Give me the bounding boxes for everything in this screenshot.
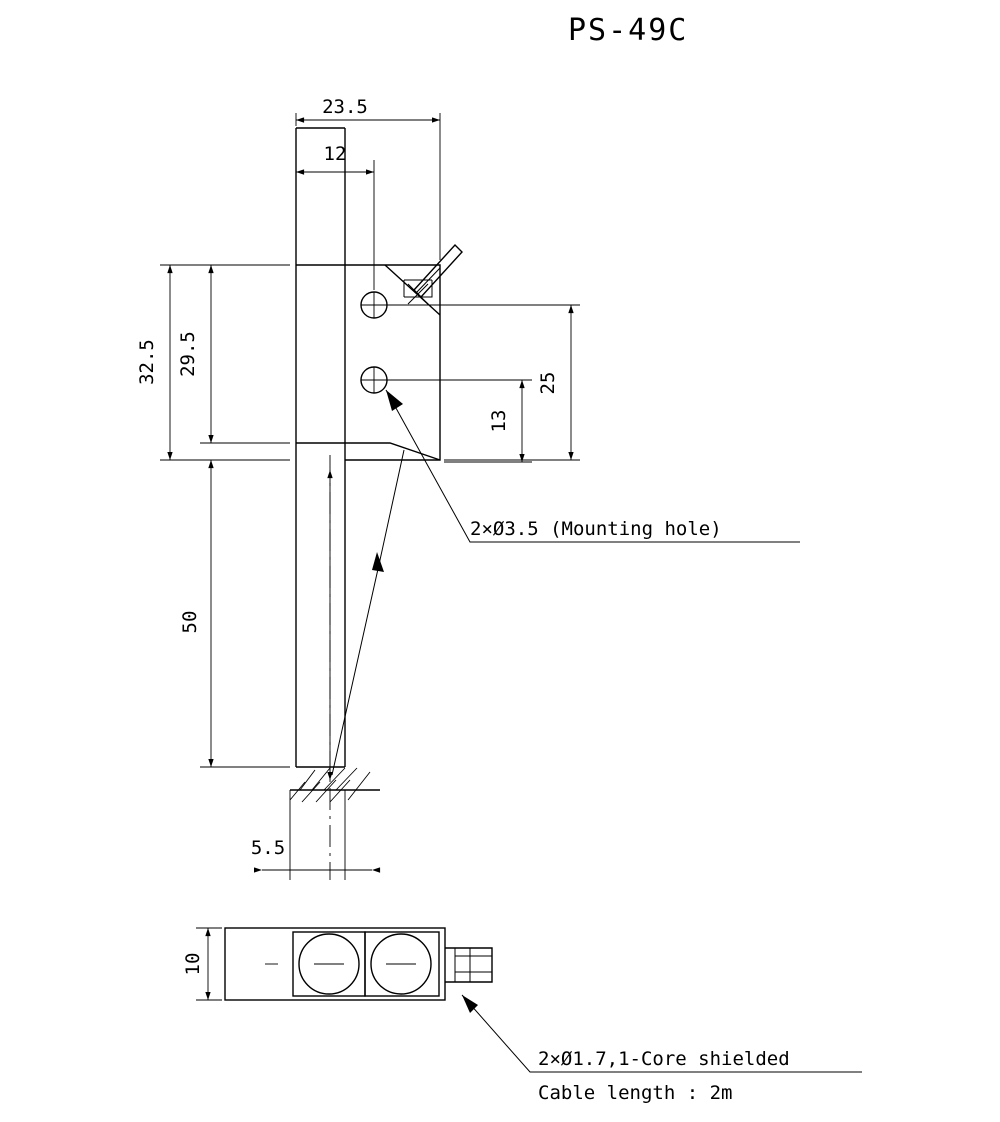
side-view-body [296,128,440,767]
dim-label-12: 12 [323,143,347,165]
dim-height-inner [177,265,290,443]
page-title: PS-49C [568,13,689,48]
leader-cable [462,995,862,1104]
leader-mounting-hole [386,390,800,542]
dim-width-total [296,96,440,260]
dim-label-29-5: 29.5 [177,331,199,377]
dim-label-25: 25 [537,371,559,395]
dim-label-50: 50 [179,610,201,634]
section-hatch [290,768,380,802]
dim-label-10: 10 [182,952,204,976]
note-cable-spec: 2×Ø1.7,1-Core shielded [538,1048,790,1070]
dim-height-total [136,265,290,460]
note-mounting-hole: 2×Ø3.5 (Mounting hole) [470,518,722,540]
note-cable-length: Cable length : 2m [538,1082,733,1104]
mounting-holes [361,292,387,393]
dim-end-view-height [182,928,222,1000]
dim-label-32-5: 32.5 [136,339,158,385]
dim-label-23-5: 23.5 [322,96,368,118]
leader-chamfer [332,450,404,775]
dim-width-inner [296,143,374,290]
connector-nub [404,245,462,304]
end-view [225,928,492,1000]
dim-label-13: 13 [488,409,510,433]
dim-label-5-5: 5.5 [250,837,286,859]
dim-hole-upper [380,305,580,460]
dim-body-length [179,460,290,767]
dim-bottom-width [251,790,372,880]
